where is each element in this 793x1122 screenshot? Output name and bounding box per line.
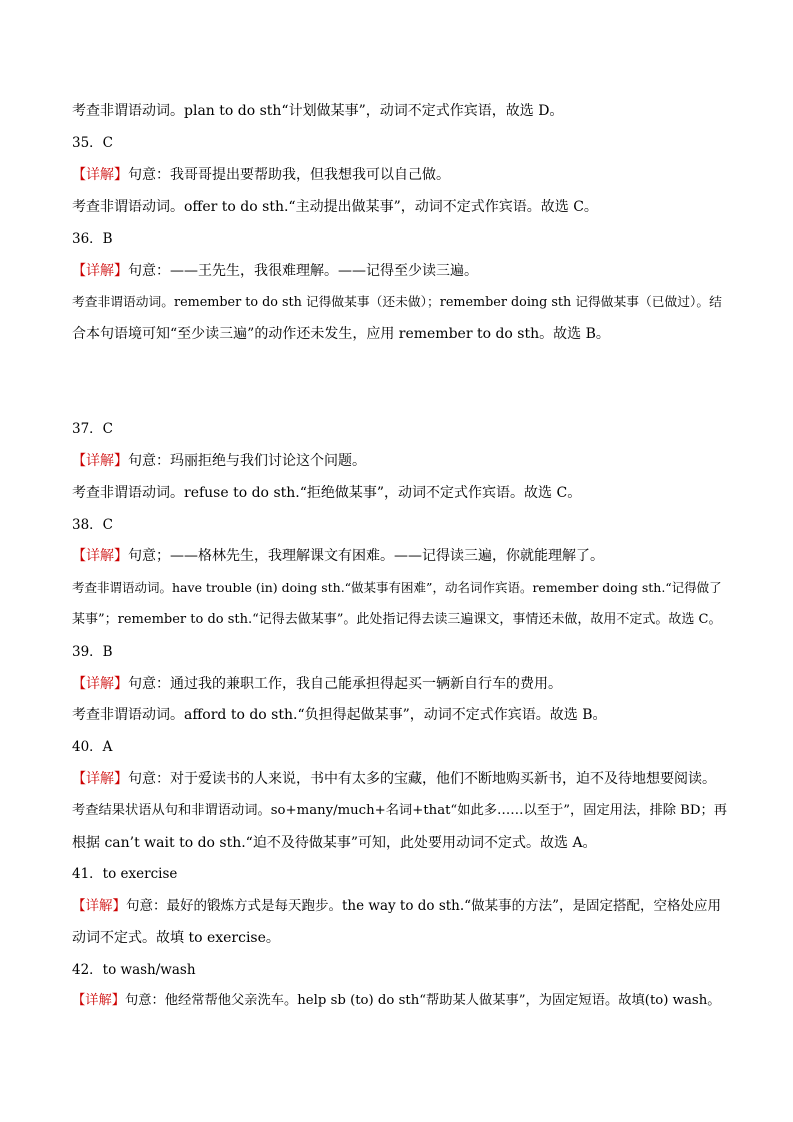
detail-42 (72, 991, 722, 1011)
answer-35: 35．C (72, 135, 114, 151)
explanation-36-body-line-2: 合本句语境可知“至少读三遍”的动作还未发生，应用 remember to do sth。故选 B。 (72, 326, 610, 342)
explanation-40-body-line-1: 考查结果状语从句和非谓语动词。so+many/much+名词+that“如此多……以至于”，固定用法，排除 BD；再 (72, 803, 728, 818)
detail-36-text: 句意：——王先生，我很难理解。——记得至少读三遍。 (128, 263, 478, 279)
detail-tag: 【详解】 (72, 771, 128, 787)
explanation-40-body-line-2: 根据 can’t wait to do sth.“迫不及待做某事”可知，此处要用动词不定式。故选 A。 (72, 835, 597, 851)
explanation-41-body: 动词不定式。故填 to exercise。 (72, 930, 280, 946)
explanation-39-body: 考查非谓语动词。afford to do sth.“负担得起做某事”，动词不定式作宾语。故选 B。 (72, 707, 607, 723)
detail-37 (72, 451, 722, 471)
detail-35 (72, 165, 722, 185)
detail-42-text: 句意：他经常帮他父亲洗车。help sb (to) do sth“帮助某人做某事”，为固定短语。故填(to) wash。 (125, 993, 721, 1008)
answer-41: 41．to exercise (72, 866, 178, 882)
explanation-38-body-line-1: 考查非谓语动词。have trouble (in) doing sth.“做某事有困难”，动名词作宾语。remember doing sth.“记得做了 (72, 580, 722, 595)
detail-tag: 【详解】 (72, 898, 126, 914)
detail-tag: 【详解】 (72, 453, 128, 469)
detail-39 (72, 674, 722, 694)
detail-38-text: 句意；——格林先生，我理解课文有困难。——记得读三遍，你就能理解了。 (128, 548, 604, 564)
detail-40-text: 句意：对于爱读书的人来说，书中有太多的宝藏，他们不断地购买新书，迫不及待地想要阅读。 (128, 771, 716, 787)
explanation-37-body: 考查非谓语动词。refuse to do sth.“拒绝做某事”，动词不定式作宾语。故选 C。 (72, 485, 582, 501)
detail-tag: 【详解】 (72, 993, 126, 1008)
detail-39-text: 句意：通过我的兼职工作，我自己能承担得起买一辆新自行车的费用。 (128, 676, 562, 692)
detail-tag: 【详解】 (72, 548, 128, 564)
explanation-35-body: 考查非谓语动词。offer to do sth.“主动提出做某事”，动词不定式作宾语。故选 C。 (72, 199, 598, 215)
detail-tag: 【详解】 (72, 676, 128, 692)
answer-39: 39．B (72, 644, 113, 660)
detail-40 (72, 769, 722, 789)
answer-38: 38．C (72, 517, 114, 533)
answer-37: 37．C (72, 421, 114, 437)
detail-37-text: 句意：玛丽拒绝与我们讨论这个问题。 (128, 453, 366, 469)
detail-41-text: 句意：最好的锻炼方式是每天跑步。the way to do sth.“做某事的方法”，是固定搭配，空格处应用 (126, 898, 721, 914)
explanation-36-body-line-1: 考查非谓语动词。remember to do sth 记得做某事（还未做）；remember doing sth 记得做某事（已做过）。结 (72, 295, 722, 310)
detail-tag: 【详解】 (72, 263, 128, 279)
answer-42: 42．to wash/wash (72, 962, 196, 978)
answer-36: 36．B (72, 231, 113, 247)
detail-tag: 【详解】 (72, 167, 128, 183)
detail-38 (72, 546, 722, 566)
explanation-38-body-line-2: 某事”；remember to do sth.“记得去做某事”。此处指记得去读三遍课文，事情还未做，故用不定式。故选 C。 (72, 612, 722, 627)
detail-41 (72, 896, 722, 916)
detail-36 (72, 261, 722, 281)
explanation-34-body: 考查非谓语动词。plan to do sth“计划做某事”，动词不定式作宾语，故选 D。 (72, 103, 564, 119)
detail-35-text: 句意：我哥哥提出要帮助我，但我想我可以自己做。 (128, 167, 450, 183)
answer-40: 40．A (72, 739, 113, 755)
